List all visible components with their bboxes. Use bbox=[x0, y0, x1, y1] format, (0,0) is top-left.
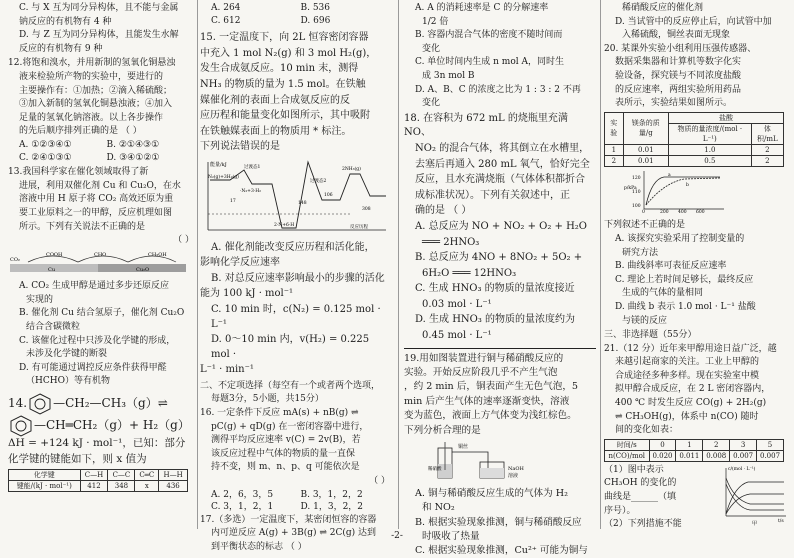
q11-tail bbox=[8, 2, 194, 55]
text-line: 16. 一定条件下反应 mA(s) + nB(g) ⇌ bbox=[200, 408, 359, 419]
table-cell: 1.0 bbox=[669, 144, 752, 155]
text-line: 400 ℃ 时发生反应 CO(g) + 2H₂(g) bbox=[615, 398, 767, 409]
table-cell: 436 bbox=[159, 481, 188, 492]
option-b: B. 对总反应速率影响最小的步骤的活化 bbox=[211, 272, 385, 284]
text-line: 来越引起商家的关注。工业上甲醇的 bbox=[615, 357, 760, 368]
divider bbox=[404, 348, 596, 349]
option-c: C. 10 min 时，c(N₂) = 0.125 mol · L⁻¹ bbox=[211, 303, 381, 330]
text-line: 13.我国科学家在催化领域取得了新 bbox=[8, 167, 149, 178]
text-line: 确的是 （ ） bbox=[415, 205, 472, 217]
table-cell: 2 bbox=[605, 155, 624, 166]
text-line: 20. 某课外实验小组利用压强传感器、 bbox=[604, 43, 757, 54]
table-header: 化学键 bbox=[9, 470, 81, 481]
table-cell: 412 bbox=[80, 481, 108, 492]
text-line: 实验。开始反应阶段几乎不产生气泡 bbox=[404, 367, 558, 379]
table-cell: 0.01 bbox=[623, 155, 668, 166]
table-header: 3 bbox=[730, 439, 757, 450]
option-d: D. 曲线 b 表示 1.0 mol · L⁻¹ 盐酸 bbox=[615, 301, 756, 312]
table-header: 2 bbox=[703, 439, 730, 450]
x-tick: 400 bbox=[678, 209, 687, 215]
text-line: 在铁触媒表面上的物质用 * 标注。 bbox=[200, 125, 352, 137]
transition-state-2-label: 过渡态2 bbox=[310, 178, 327, 184]
table-header: 5 bbox=[757, 439, 784, 450]
x-tick: 200 bbox=[660, 209, 669, 215]
question-15-options bbox=[200, 241, 390, 378]
text-line: （ ） bbox=[369, 476, 390, 487]
label-solution: 溶液 bbox=[508, 473, 519, 480]
energy-value: 106 bbox=[324, 192, 333, 198]
x-axis-label: t/s bbox=[778, 518, 784, 524]
option-d-cont: 变化 bbox=[422, 98, 441, 109]
text-line: D. 与 Z 互为同分异构体，且能发生水解 bbox=[19, 30, 179, 41]
option-d: D. 1，3，2，2 bbox=[300, 502, 364, 513]
question-21-part bbox=[604, 464, 790, 532]
column-1 bbox=[8, 2, 194, 531]
option-c: C. 612 bbox=[211, 15, 241, 26]
question-15 bbox=[200, 31, 390, 155]
label-copper-wire: 铜丝 bbox=[458, 444, 469, 451]
text-line: 中充入 1 mol N₂(g) 和 3 mol H₂(g)， bbox=[200, 47, 377, 59]
option-c-cont: 生成的气体的量相同 bbox=[622, 288, 704, 299]
text-line: 去塞后再通入 280 mL 氧气，恰好完全 bbox=[415, 158, 590, 170]
y-tick: 120 bbox=[632, 175, 641, 181]
question-19 bbox=[404, 352, 596, 437]
text-line: NO₂ 的混合气体，将其倒立在水槽里， bbox=[415, 142, 590, 154]
y-tick: 100 bbox=[632, 203, 641, 209]
option-c: C. 3，1，2，1 bbox=[211, 502, 274, 513]
option-b: B. 3，1，2，2 bbox=[300, 489, 363, 500]
table-header: C═C bbox=[135, 470, 159, 481]
option-a-cont: ═══ 2HNO₃ bbox=[422, 236, 480, 248]
series-label: b bbox=[686, 182, 689, 188]
table-cell: 0.007 bbox=[757, 450, 784, 461]
page-number: -2- bbox=[391, 531, 403, 542]
label-co2: CO₂ bbox=[10, 256, 20, 263]
text-line: 主要操作有：①加热；②滴入稀硫酸； bbox=[19, 85, 173, 96]
option-a-cont: 和 NO₂ bbox=[422, 502, 455, 514]
table-cell: 1 bbox=[605, 144, 624, 155]
option-c-cont: 稀硝酸反应的催化剂 bbox=[622, 3, 704, 13]
option-c: C. 该催化过程中只涉及化学键的形成， bbox=[19, 335, 176, 346]
text-line: CH₃OH 的变化的 bbox=[604, 478, 677, 489]
label-cho: CHO bbox=[94, 251, 107, 258]
text-line: 12.将饱和溴水，并用新制的氢氧化铜悬浊 bbox=[8, 58, 176, 69]
text-line: 化学键的键能如下，则 x 值为 bbox=[8, 453, 147, 466]
question-13 bbox=[8, 166, 194, 388]
column-divider bbox=[600, 0, 601, 529]
x-tick: 0 bbox=[642, 209, 645, 215]
y-axis-label: p/kPa bbox=[624, 185, 637, 191]
question-18 bbox=[404, 112, 596, 344]
option-c: C. 单位时间内生成 n mol A，同时生 bbox=[415, 57, 564, 68]
option-a: A. 铜与稀硝酸反应生成的气体为 H₂ bbox=[415, 487, 569, 499]
text-line: （ ） bbox=[173, 235, 194, 246]
option-a: A. 催化剂能改变反应历程和活化能， bbox=[211, 241, 375, 253]
text-line: 成标准状况）。下列有关叙述中，正 bbox=[415, 189, 570, 201]
column-divider bbox=[398, 0, 399, 529]
text-line: （1）图中表示 bbox=[604, 464, 664, 475]
table-header: 体积/mL bbox=[751, 123, 783, 144]
intermediate-2-label: 2·N+6·H bbox=[274, 222, 295, 228]
text-line: 到平衡状态的标志 （ ） bbox=[211, 542, 307, 552]
option-a-cont: 实现的 bbox=[26, 294, 54, 305]
text-line: NH₃ 的物质的量为 1.5 mol。在铁触 bbox=[200, 78, 366, 90]
y-axis-label: c/(mol · L⁻¹) bbox=[728, 466, 756, 472]
table-cell: 0.011 bbox=[676, 450, 703, 461]
table-cell: 0.5 bbox=[669, 155, 752, 166]
curve-a bbox=[646, 177, 720, 205]
option-d: D. 696 bbox=[300, 15, 331, 26]
label-naoh: NaOH bbox=[508, 466, 524, 473]
table-row-label: n(CO)/mol bbox=[605, 450, 650, 461]
energy-value: 148 bbox=[298, 200, 307, 206]
text-line: 变为蓝色，液面上方气体变为浅红棕色。 bbox=[404, 410, 577, 422]
text-line: ③加入新制的氢氧化铜悬浊液；④加入 bbox=[19, 99, 173, 110]
table-header: H—H bbox=[159, 470, 188, 481]
series-label: a bbox=[668, 172, 671, 178]
option-d: D. 当试管中的反应停止后，向试管中加 bbox=[615, 16, 772, 27]
question-12 bbox=[8, 57, 194, 164]
option-a-cont: 研究方法 bbox=[622, 247, 659, 258]
option-c: C. 根据实验现象推测，Cu²⁺ 可能为铜与 bbox=[415, 545, 588, 557]
option-c: C. 理论上若时间足够长，最终反应 bbox=[615, 274, 754, 285]
table-cell: 2 bbox=[751, 144, 783, 155]
option-b: B. ②①④③① bbox=[106, 139, 160, 150]
question-14 bbox=[8, 392, 194, 492]
question-19-options-cont bbox=[604, 2, 790, 42]
option-a-cont: 影响化学反应速率 bbox=[200, 257, 280, 269]
enthalpy-text: ΔH = +124 kJ · mol⁻¹，已知：部分 bbox=[8, 437, 186, 450]
text-line: 反应，且水充满烧瓶（气体体积都折合 bbox=[415, 174, 585, 186]
text-line: 下列说法错误的是 bbox=[200, 141, 280, 153]
option-b: B. 总反应为 4NO + 8NO₂ + 5O₂ + bbox=[415, 252, 583, 264]
option-b: B. 催化剂 Cu 结合氢原子，催化剂 Cu₂O bbox=[19, 308, 185, 319]
table-cell: 0.008 bbox=[703, 450, 730, 461]
option-d-cont: 入稀硫酸，铜丝表面无现象 bbox=[622, 30, 731, 41]
text-line: 钠反应的有机物有 4 种 bbox=[19, 16, 112, 27]
text-line: 曲线是______（填 bbox=[604, 492, 677, 503]
option-b-cont: 6H₂O ═══ 12HNO₃ bbox=[422, 267, 517, 279]
text-line: 液来检验所产物的实验中，要进行的 bbox=[19, 71, 164, 82]
benzene-ring-icon bbox=[8, 414, 34, 436]
option-a-cont: 1/2 倍 bbox=[422, 16, 449, 27]
label-cu: Cu bbox=[48, 266, 56, 273]
reactant-formula: —CH₂—CH₃（g）⇌ bbox=[53, 396, 168, 411]
question-20 bbox=[604, 43, 790, 110]
text-line: 持不变，则 m、n、p、q 可能依次是 bbox=[211, 462, 360, 473]
co-time-table bbox=[604, 439, 784, 462]
copper-nitric-acid-apparatus bbox=[428, 440, 548, 480]
question-16 bbox=[200, 407, 390, 514]
option-d-cont: 0.45 mol · L⁻¹ bbox=[422, 330, 492, 342]
text-line: 溶液中用 H 原子将 CO₂ 高效还原为重 bbox=[19, 194, 174, 205]
text-line: 进展，利用双催化剂 Cu 和 Cu₂O，在水 bbox=[19, 180, 181, 191]
text-line: 17.（多选）一定温度下，某密闭恒容的容器 bbox=[200, 514, 377, 525]
option-d-cont: L⁻¹ · min⁻¹ bbox=[200, 364, 254, 376]
table-cell: x bbox=[135, 481, 159, 492]
text-line: 下列分析合理的是 bbox=[404, 424, 481, 436]
option-c-cont: 0.03 mol · L⁻¹ bbox=[422, 298, 492, 310]
table-cell: 2 bbox=[751, 155, 783, 166]
column-4 bbox=[604, 2, 790, 531]
option-d: D. ③④①②① bbox=[106, 152, 160, 163]
label-ch3oh: CH₃OH bbox=[148, 251, 167, 258]
question-number: 14. bbox=[8, 396, 28, 411]
mg-hcl-table bbox=[604, 112, 784, 167]
text-line: 的先后顺序排列正确的是 （ ） bbox=[19, 126, 142, 137]
table-cell: 0.020 bbox=[649, 450, 676, 461]
option-d-cont: 与镁的反应 bbox=[622, 315, 668, 326]
column-divider bbox=[197, 0, 198, 529]
text-line: 该反应过程中气体的物质的量一直保 bbox=[211, 448, 356, 459]
text-line: ⇌ CH₃OH(g)，体系中 n(CO) 随时 bbox=[615, 411, 759, 422]
text-line: 18. 在容积为 672 mL 的烧瓶里充满 NO、 bbox=[404, 112, 568, 139]
option-d: D. 有可能通过调控反应条件获得甲醛 bbox=[19, 362, 167, 373]
option-b-cont: 时吸收了热量 bbox=[422, 530, 480, 542]
table-header: 时间/s bbox=[605, 439, 650, 450]
option-b-cont: 结合含碳微粒 bbox=[26, 322, 81, 333]
benzene-ring-icon bbox=[27, 392, 53, 414]
curve-d bbox=[726, 484, 784, 510]
option-b: B. 根据实验现象推测，铜与稀硝酸反应 bbox=[415, 516, 582, 528]
text-line: 应历程和能量变化如图所示，其中吸附 bbox=[200, 110, 370, 122]
energy-profile-figure bbox=[200, 158, 388, 234]
pressure-time-chart bbox=[624, 169, 734, 213]
table-header: C—C bbox=[108, 470, 135, 481]
curve-b bbox=[646, 178, 720, 205]
end-state-label: 2NH₃(g) bbox=[342, 166, 361, 172]
energy-value: 17 bbox=[230, 198, 236, 204]
table-row-label: 键能/(kJ · mol⁻¹) bbox=[9, 481, 81, 492]
section-title-cont: 每题3分，5小题，共15分） bbox=[211, 394, 324, 405]
text-line: 拟甲醇合成反应，在 2 L 密闭容器内， bbox=[615, 384, 771, 395]
text-line: 下列叙述不正确的是 bbox=[604, 220, 686, 231]
x-tick: 600 bbox=[696, 209, 705, 215]
option-d: D. A、B、C 的浓度之比为 1 : 3 : 2 不再 bbox=[415, 84, 581, 95]
concentration-time-figure bbox=[714, 464, 788, 526]
text-line: 要工业原料之一的甲醇，反应机理如图 bbox=[19, 207, 173, 218]
option-c-cont: 成 3n mol B bbox=[422, 70, 475, 81]
naoh-liquid bbox=[480, 468, 504, 478]
text-line: 间的变化如表： bbox=[615, 425, 679, 436]
text-line: C. 与 X 互为同分异构体，且不能与金属 bbox=[19, 3, 179, 13]
text-line: 验设备，探究镁与不同浓度盐酸 bbox=[615, 70, 742, 81]
question-20-options bbox=[604, 219, 790, 327]
y-axis-label: 能量/kJ bbox=[210, 161, 227, 168]
option-b: B. 曲线斜率可表征反应速率 bbox=[615, 261, 727, 272]
text-line: 表所示，实验结果如图所示。 bbox=[615, 98, 733, 109]
column-2 bbox=[200, 2, 390, 552]
y-tick: 110 bbox=[632, 189, 641, 195]
text-line: pC(g) + qD(g) 在一密闭容器中进行， bbox=[211, 421, 369, 432]
table-header: 0 bbox=[649, 439, 676, 450]
option-a: A. CO₂ 生成甲醇是通过多步还原反应 bbox=[19, 281, 169, 292]
product-formula: —CH═CH₂（g）+ H₂（g） bbox=[34, 418, 190, 433]
transition-state-1-label: 过渡态1 bbox=[244, 164, 261, 170]
text-line: 21.（12 分）近年来甲醇用途日益广泛，越 bbox=[604, 343, 777, 354]
table-row bbox=[605, 450, 784, 461]
option-b: B. 容器内混合气体的密度不随时间而 bbox=[415, 30, 563, 41]
text-line: 数据采集器和计算机等数字化实 bbox=[615, 57, 742, 68]
option-a: A. 264 bbox=[211, 3, 241, 13]
section-title: 二、不定项选择（每空有一个或者两个选项， bbox=[200, 380, 381, 391]
start-state-label: N₂(g)+3H₂(g) bbox=[208, 174, 239, 180]
section-2-heading bbox=[200, 380, 390, 406]
text-line: 序号）。 bbox=[604, 505, 636, 516]
question-17-options bbox=[404, 2, 596, 110]
column-3 bbox=[404, 2, 596, 557]
option-c: C. ②④①③① bbox=[19, 152, 72, 163]
option-a: A. 总反应为 NO + NO₂ + O₂ + H₂O bbox=[415, 220, 588, 232]
question-19-options bbox=[404, 487, 596, 558]
x-axis-label: 反应历程 bbox=[350, 224, 368, 230]
table-row bbox=[605, 144, 784, 155]
option-a: A. 2，6，3，5 bbox=[211, 489, 274, 500]
bond-energy-table bbox=[8, 469, 188, 492]
text-line: 15. 一定温度下，向 2L 恒容密闭容器 bbox=[200, 32, 369, 44]
text-line: 测得平均反应速率 v(C) = 2v(B)，若 bbox=[211, 435, 361, 446]
table-header: 实验 bbox=[605, 112, 624, 144]
label-cooh: COOH bbox=[46, 251, 63, 258]
text-line: 反应的有机物有 9 种 bbox=[19, 43, 103, 54]
energy-value: 308 bbox=[362, 206, 371, 212]
table-header: 镁条的质量/g bbox=[623, 112, 668, 144]
option-a: A. 该探究实验采用了控制变量的 bbox=[615, 233, 745, 244]
option-b-cont: 能为 100 kJ · mol⁻¹ bbox=[200, 288, 294, 300]
figure-caption: 甲 bbox=[752, 520, 758, 527]
catalysis-mechanism-figure bbox=[8, 250, 188, 274]
option-d-cont: （HCHO）等有机物 bbox=[26, 376, 110, 387]
text-line: 足量的氢氧化钠溶液。以上各步操作 bbox=[19, 112, 164, 123]
option-d: D. 生成 HNO₃ 的物质的量浓度约为 bbox=[415, 314, 576, 326]
option-a: A. A 的消耗速率是 C 的分解速率 bbox=[415, 3, 549, 13]
table-cell: 0.007 bbox=[730, 450, 757, 461]
option-c: C. 生成 HNO₃ 的物质的量浓度接近 bbox=[415, 283, 575, 295]
option-d: D. 0～10 min 内，v(H₂) = 0.225 mol · bbox=[211, 334, 370, 360]
option-a: A. ①②③④① bbox=[19, 139, 72, 150]
text-line: 发生合成氨反应。10 min 末，测得 bbox=[200, 63, 359, 75]
section-title: 三、非选择题（55分） bbox=[604, 330, 697, 341]
question-21 bbox=[604, 343, 790, 437]
table-header: 1 bbox=[676, 439, 703, 450]
table-header: 盐酸 bbox=[669, 112, 784, 123]
curve-a bbox=[726, 482, 784, 514]
option-b-cont: 变化 bbox=[422, 43, 441, 54]
label-dilute-nitric-acid: 稀硝酸 bbox=[428, 467, 442, 473]
text-line: 所示。下列有关说法不正确的是 bbox=[19, 221, 146, 232]
text-line: 内可逆反应 A(g) + 3B(g) ⇌ 2C(g) 达到 bbox=[211, 528, 377, 539]
text-line: 媒催化剂的表面上合成氨反应的反 bbox=[200, 94, 350, 106]
table-header: 物质的量浓度/(mol · L⁻¹) bbox=[669, 123, 752, 144]
table-cell: 348 bbox=[108, 481, 135, 492]
text-line: 19.用如图装置进行铜与稀硝酸反应的 bbox=[404, 352, 564, 364]
option-b: B. 536 bbox=[300, 3, 331, 13]
text-line: min 后产生气体的速率逐渐变快，溶液 bbox=[404, 395, 570, 407]
table-cell: 0.01 bbox=[623, 144, 668, 155]
delivery-tube bbox=[452, 452, 488, 470]
text-line: 合成途径多种多样。现在实验室中模 bbox=[615, 370, 760, 381]
table-header: C—H bbox=[80, 470, 108, 481]
text-line: ，约 2 min 后，铜表面产生无色气泡，5 bbox=[404, 381, 579, 393]
text-line: （2）下列措施不能 bbox=[604, 519, 682, 530]
option-c-cont: 未涉及化学键的断裂 bbox=[26, 349, 108, 360]
intermediate-1-label: ·N₂+3·H₂ bbox=[240, 188, 261, 194]
table-row bbox=[605, 155, 784, 166]
label-cu2o: Cu₂O bbox=[136, 266, 150, 273]
text-line: 的反应速率，两组实验所用药品 bbox=[615, 84, 742, 95]
